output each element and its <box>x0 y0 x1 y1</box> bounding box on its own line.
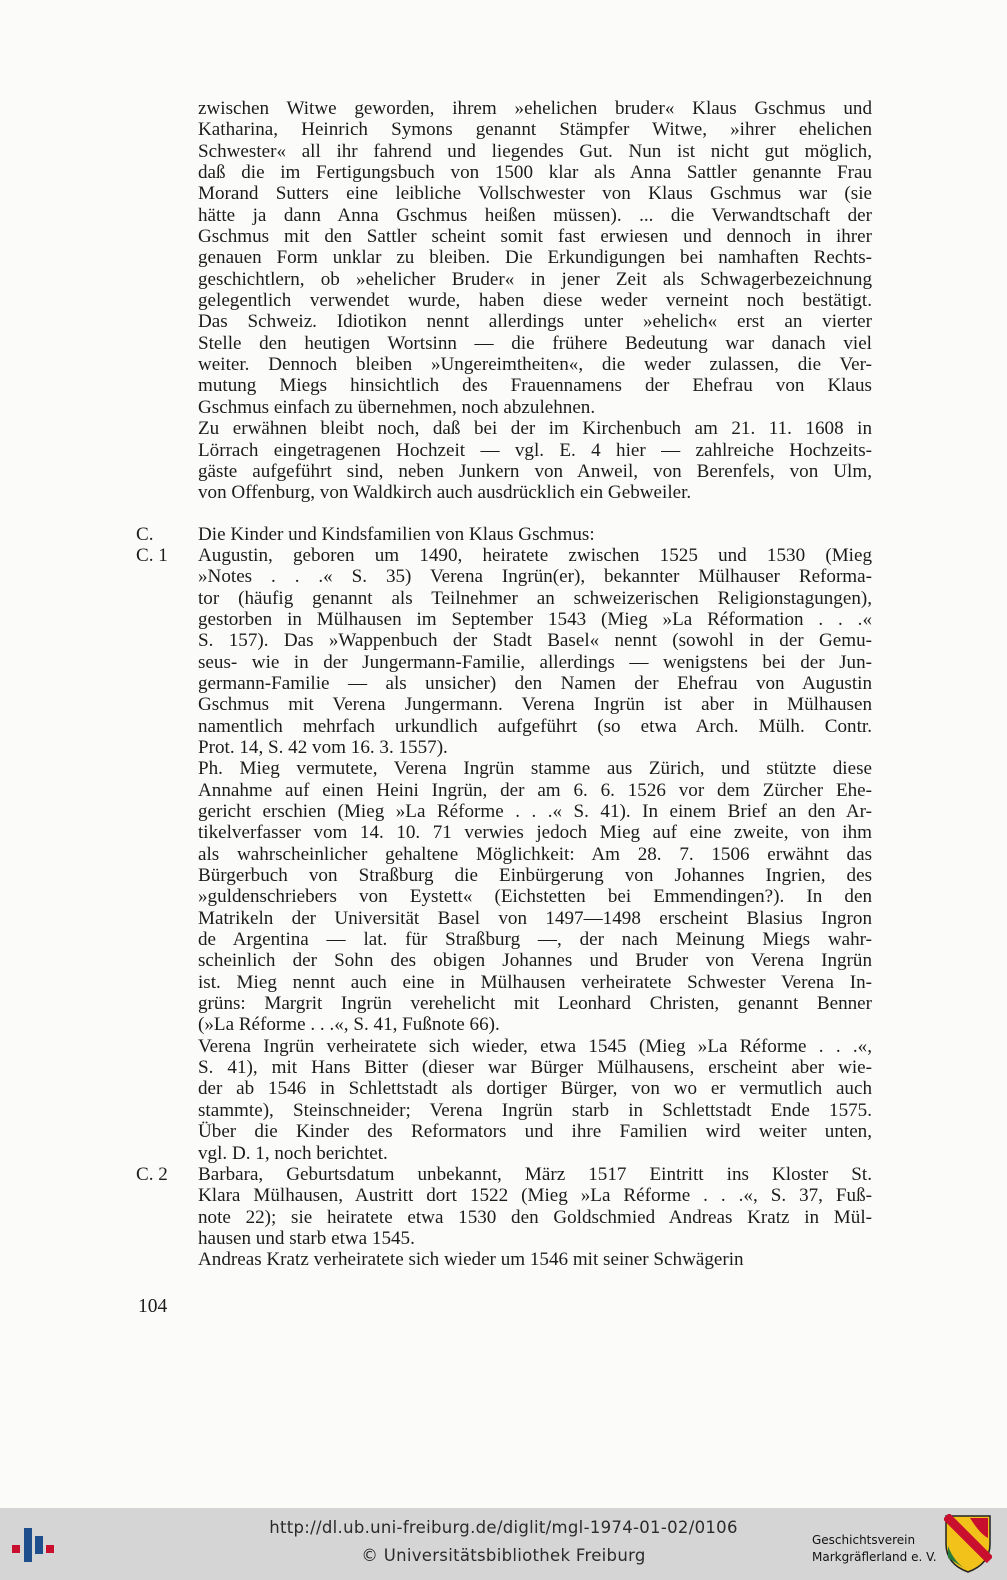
text-line: zwischen Witwe geworden, ihrem »ehelichen bruder« Klaus Gschmus und <box>198 98 872 119</box>
section-text <box>198 1164 872 1271</box>
text-line: Bürgerbuch von Straßburg die Einbürgerung von Johannes Ingrien, des <box>198 865 872 887</box>
text-line: Die Kinder und Kindsfamilien von Klaus Gschmus: <box>198 523 595 545</box>
text-line: Lörrach eingetragenen Hochzeit — vgl. E. 4 hier — zahlreiche Hochzeits- <box>198 439 872 461</box>
text-line: hausen und starb etwa 1545. <box>198 1227 415 1249</box>
text-line: als wahrscheinlicher gehaltene Möglichkeit: Am 28. 7. 1506 erwähnt das <box>198 843 872 865</box>
text-line: Zu erwähnen bleibt noch, daß bei der im Kirchenbuch am 21. 11. 1608 in <box>198 418 872 440</box>
society-line-2: Markgräflerland e. V. <box>812 1550 937 1564</box>
body-text <box>136 98 872 1271</box>
section-text <box>198 524 872 545</box>
text-line: Gschmus einfach zu übernehmen, noch abzulehnen. <box>198 396 596 418</box>
text-line: S. 41), mit Hans Bitter (dieser war Bürger Mülhausens, erscheint aber wie- <box>198 1057 872 1079</box>
text-line: Andreas Kratz verheiratete sich wieder um 1546 mit seiner Schwägerin <box>198 1249 744 1271</box>
text-line: Gschmus mit Verena Jungermann. Verena Ingrün ist aber in Mülhausen <box>198 694 872 716</box>
text-line: Katharina, Heinrich Symons genannt Stämpfer Witwe, »ihrer ehelichen <box>198 119 872 141</box>
text-line: tor (häufig genannt als Teilnehmer an schweizerischen Religionstagungen), <box>198 587 872 609</box>
text-line: Matrikeln der Universität Basel von 1497—1498 erscheint Blasius Ingron <box>198 907 872 929</box>
text-line: Schwester« all ihr fahrend und liegendes Gut. Nun ist nicht gut möglich, <box>198 140 872 162</box>
coat-of-arms-icon[interactable] <box>944 1514 992 1574</box>
text-line: Augustin, geboren um 1490, heiratete zwischen 1525 und 1530 (Mieg <box>198 544 872 566</box>
text-line: scheinlich der Sohn des obigen Johannes und Bruder von Verena Ingrün <box>198 950 872 972</box>
viewer-footer <box>0 1508 1007 1580</box>
text-line: Verena Ingrün verheiratete sich wieder, etwa 1545 (Mieg »La Réforme . . .«, <box>198 1035 872 1057</box>
section-c <box>136 524 872 545</box>
text-line: gäste aufgeführt sind, neben Junkern von Anweil, von Berenfels, von Ulm, <box>198 460 872 482</box>
text-line: daß die im Fertigungsbuch von 1500 klar als Anna Sattler genannte Frau <box>198 162 872 184</box>
section-text <box>198 545 872 1164</box>
text-line: gestorben in Mülhausen im September 1543 (Mieg »La Réformation . . .« <box>198 608 872 630</box>
text-line: Klara Mülhausen, Austritt dort 1522 (Mieg »La Réforme . . .«, S. 37, Fuß- <box>198 1185 872 1207</box>
text-line: Barbara, Geburtsdatum unbekannt, März 1517 Eintritt ins Kloster St. <box>198 1163 872 1185</box>
text-line: de Argentina — lat. für Straßburg —, der nach Meinung Miegs wahr- <box>198 929 872 951</box>
page-number: 104 <box>138 1296 168 1317</box>
text-line: ist. Mieg nennt auch eine in Mülhausen verheiratete Schwester Verena In- <box>198 971 872 993</box>
text-line: Ph. Mieg vermutete, Verena Ingrün stamme aus Zürich, und stützte diese <box>198 758 872 780</box>
text-line: tikelverfasser vom 14. 10. 71 verwies jedoch Mieg auf eine zweite, von ihm <box>198 822 872 844</box>
text-line: seus- wie in der Jungermann-Familie, allerdings — wenigstens bei der Jun- <box>198 651 872 673</box>
text-line: Über die Kinder des Reformators und ihre Familien wird weiter unten, <box>198 1121 872 1143</box>
section-label: C. 1 <box>136 544 168 566</box>
section-label: C. 2 <box>136 1163 168 1185</box>
text-line: note 22); sie heiratete etwa 1530 den Goldschmied Andreas Kratz in Mül- <box>198 1206 872 1228</box>
text-line: der ab 1546 in Schlettstadt als dortiger Bürger, von wo er vermutlich auch <box>198 1078 872 1100</box>
section-c1 <box>136 545 872 1164</box>
intro-paragraph <box>136 98 872 504</box>
text-line: Annahme auf einen Heini Ingrün, der am 6. 6. 1526 vor dem Zürcher Ehe- <box>198 779 872 801</box>
text-line: »guldenschriebers von Eystett« (Eichstetten bei Emmendingen?). In den <box>198 886 872 908</box>
text-line: Gschmus mit den Sattler scheint somit fast erwiesen und dennoch in ihrer <box>198 226 872 248</box>
text-line: grüns: Margrit Ingrün verehelicht mit Leonhard Christen, genannt Benner <box>198 993 872 1015</box>
permalink-url[interactable]: http://dl.ub.uni-freiburg.de/diglit/mgl-1974-01-02/0106 <box>269 1518 738 1537</box>
text-line: namentlich mehrfach urkundlich aufgeführt (so etwa Arch. Mülh. Contr. <box>198 715 872 737</box>
text-line: Prot. 14, S. 42 vom 16. 3. 1557). <box>198 736 448 758</box>
text-line: gelegentlich verwendet wurde, haben diese weder verneint noch bestätigt. <box>198 290 872 312</box>
section-c2 <box>136 1164 872 1271</box>
text-line: Stelle den heutigen Wortsinn — die frühere Bedeutung war danach viel <box>198 332 872 354</box>
society-line-1: Geschichtsverein <box>812 1533 916 1547</box>
text-line: (»La Réforme . . .«, S. 41, Fußnote 66). <box>198 1014 500 1036</box>
society-name <box>812 1532 937 1566</box>
text-line: gericht erschien (Mieg »La Réforme . . .« S. 41). In einem Brief an den Ar- <box>198 801 872 822</box>
text-line: mutung Miegs hinsichtlich des Frauennamens der Ehefrau von Klaus <box>198 375 872 397</box>
text-line: hätte ja dann Anna Gschmus heißen müssen). ... die Verwandtschaft der <box>198 204 872 226</box>
text-line: S. 157). Das »Wappenbuch der Stadt Basel« nennt (sowohl in der Gemu- <box>198 630 872 652</box>
text-line: »Notes . . .« S. 35) Verena Ingrün(er), bekannter Mülhauser Reforma- <box>198 566 872 588</box>
section-gap <box>136 504 872 524</box>
text-line: geschichtlern, ob »ehelicher Bruder« in jener Zeit als Schwagerbezeichnung <box>198 268 872 290</box>
text-line: Morand Sutters eine leibliche Vollschwester von Klaus Gschmus war (sie <box>198 183 872 205</box>
text-line: vgl. D. 1, noch berichtet. <box>198 1142 388 1164</box>
text-line: genauen Form unklar zu bleiben. Die Erkundigungen bei namhaften Rechts- <box>198 247 872 269</box>
text-line: weiter. Dennoch bleiben »Ungereimtheiten«, die weder zulassen, die Ver- <box>198 354 872 376</box>
text-line: germann-Familie — als unsicher) den Namen der Ehefrau von Augustin <box>198 672 872 694</box>
paragraph-text <box>198 98 872 504</box>
text-line: von Offenburg, von Waldkirch auch ausdrücklich ein Gebweiler. <box>198 482 692 504</box>
section-label: C. <box>136 523 154 545</box>
paragraph-label <box>136 98 198 504</box>
text-line: Das Schweiz. Idiotikon nennt allerdings unter »ehelich« erst an vierter <box>198 311 872 333</box>
copyright-notice: © Universitätsbibliothek Freiburg <box>361 1546 646 1565</box>
text-line: stammte), Steinschneider; Verena Ingrün starb in Schlettstadt Ende 1575. <box>198 1099 872 1121</box>
